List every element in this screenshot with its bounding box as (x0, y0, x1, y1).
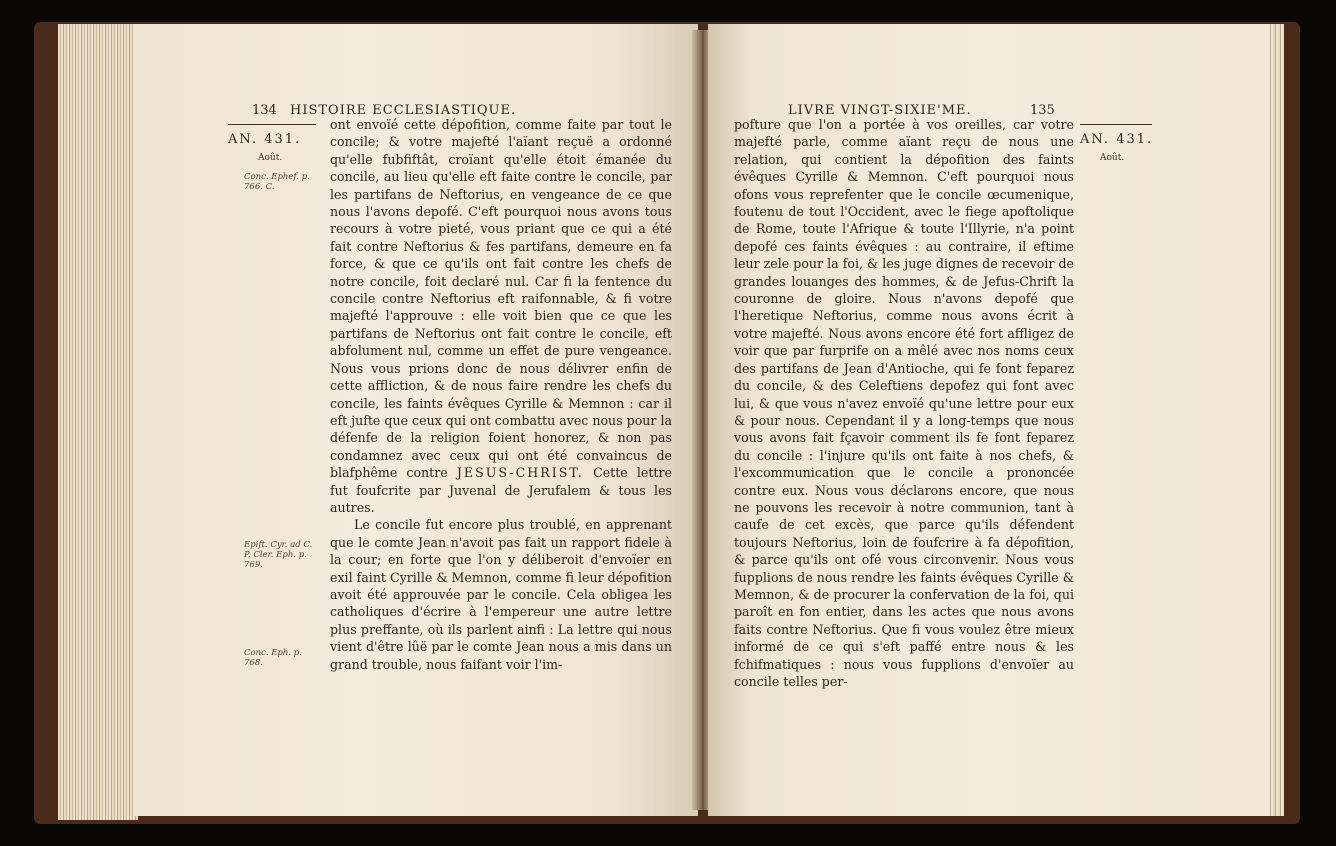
left-paragraph-1 (330, 116, 672, 516)
right-paragraph-1: pofture que l'on a portée à vos oreilles, car votre majefté parle, comme aïant reçu de nous une relation, qui contient la dépofition des faints évêques Cyrille & Memnon. C'eft pourquoi nous ofons vous reprefenter que le concile œcumenique, foutenu de tout l'Occident, avec le fiege apoftolique de Rome, toute l'Afrique & toute l'Illyrie, n'a point depofé ces faints évêques : au contraire, il eftime leur zele pour la foi, & les juge dignes de recevoir de grandes louanges des hommes, & de Jefus-Chrift la couronne de gloire. Nous n'avons depofé que l'heretique Neftorius, comme nous avons écrit à votre majefté. Nous avons encore été fort affligez de voir que par furprife on a mêlé avec nos noms ceux des partifans de Jean d'Antioche, qui fe font feparez du concile, & des Celeftiens depofez qui font avec lui, & que vous n'avez envoïé qu'une lettre pour eux & pour nous. Cependant il y a long-temps que nous vous avons fait fçavoir comment ils fe font feparez du concile : l'injure qu'ils ont faite à nos chefs, & l'excommunication que le concile a prononcée contre eux. Nous vous déclarons encore, que nous ne pouvons les recevoir à notre communion, tant à caufe de cet excès, que parce qu'ils défendent toujours Neftorius, loin de foufcrire à fa dépofition, & parce qu'ils ont ofé vous circonvenir. Nous vous fupplions de nous rendre les faints évêques Cyrille & Memnon, & de procurer la confervation de la foi, qui paroît en fon entier, dans les actes que nous avons faits contre Neftorius. Que fi vous voulez être mieux informé de ce qui s'eft paffé entre nous & les fchifmatiques : nous vous fupplions d'envoïer au concile telles per- (734, 117, 1074, 689)
right-body (734, 116, 1074, 690)
left-folio: 134 (252, 103, 277, 118)
left-margin-note-1: Conc. Ephef. p. 766. C. (244, 172, 310, 192)
margin-rule-left (228, 124, 316, 125)
left-paragraph-1-text: ont envoïé cette dépofition, comme faite par tout le concile; & votre majefté l'aïant reçuë a ordonné qu'elle fubfiftât, croïant qu'elle étoit émanée du concile, au lieu qu'elle eft faite contre le concile, par les partifans de Neftorius, en vengeance de ce que nous l'avons depofé. C'eft pourquoi nous avons tous recours à votre pieté, vous priant que ce qui a été fait contre Neftorius & fes partifans, demeure en fa force, & que ce qu'ils ont fait contre les chefs de notre concile, foit declaré nul. Car fi la fentence du concile contre Neftorius eft raifonnable, & fi votre majefté l'approuve : elle voit bien que ce que les partifans de Neftorius ont fait contre le concile, eft abfolument nul, comme un effet de pure vengeance. Nous vous prions donc de nous délivrer enfin de cette affliction, & de nous faire rendre les chefs du concile, les faints évêques Cyrille & Memnon : car il eft jufte que ceux qui ont combattu avec nous pour la défenfe de la religion foient honorez, & non pas condamnez avec ceux qui ont été convaincus de blafphême contre (330, 117, 672, 481)
right-margin-year: AN. 431. (1080, 132, 1154, 147)
right-folio: 135 (1030, 103, 1055, 118)
left-margin-year: AN. 431. (228, 132, 302, 147)
left-body (330, 116, 672, 673)
right-margin-month: Août. (1100, 153, 1125, 163)
left-paragraph-1-caps: JESUS-CHRIST. (456, 465, 584, 481)
left-margin-note-3: Conc. Eph. p. 768. (244, 648, 302, 668)
left-margin-note-2: Epift. Cyr. ad C. P. Cler. Eph. p. 769. (244, 540, 313, 570)
left-paragraph-1-end: Cette lettre fut foufcrite par Juvenal de Jerufalem & tous les autres. (330, 465, 672, 515)
left-margin-month: Août. (258, 153, 283, 163)
right-running-head: LIVRE VINGT-SIXIE'ME. (788, 103, 972, 118)
left-paragraph-2: Le concile fut encore plus troublé, en apprenant que le comte Jean n'avoit pas fait un rapport fidele à la cour; en forte que l'on y déliberoit d'envoïer en exil faint Cyrille & Memnon, comme fi leur dépofition avoit été approuvée par le concile. Cela obligea les catholiques d'écrire à l'empereur une autre lettre plus preffante, où ils parlent ainfi : La lettre qui nous vient d'être lûë par le comte Jean nous a mis dans un grand trouble, nous faifant voir l'im- (330, 517, 672, 672)
margin-rule-right (1080, 124, 1152, 125)
left-running-head: HISTOIRE ECCLESIASTIQUE. (290, 103, 517, 118)
page-edges-right (1268, 24, 1284, 816)
page-edges-left (58, 24, 138, 820)
